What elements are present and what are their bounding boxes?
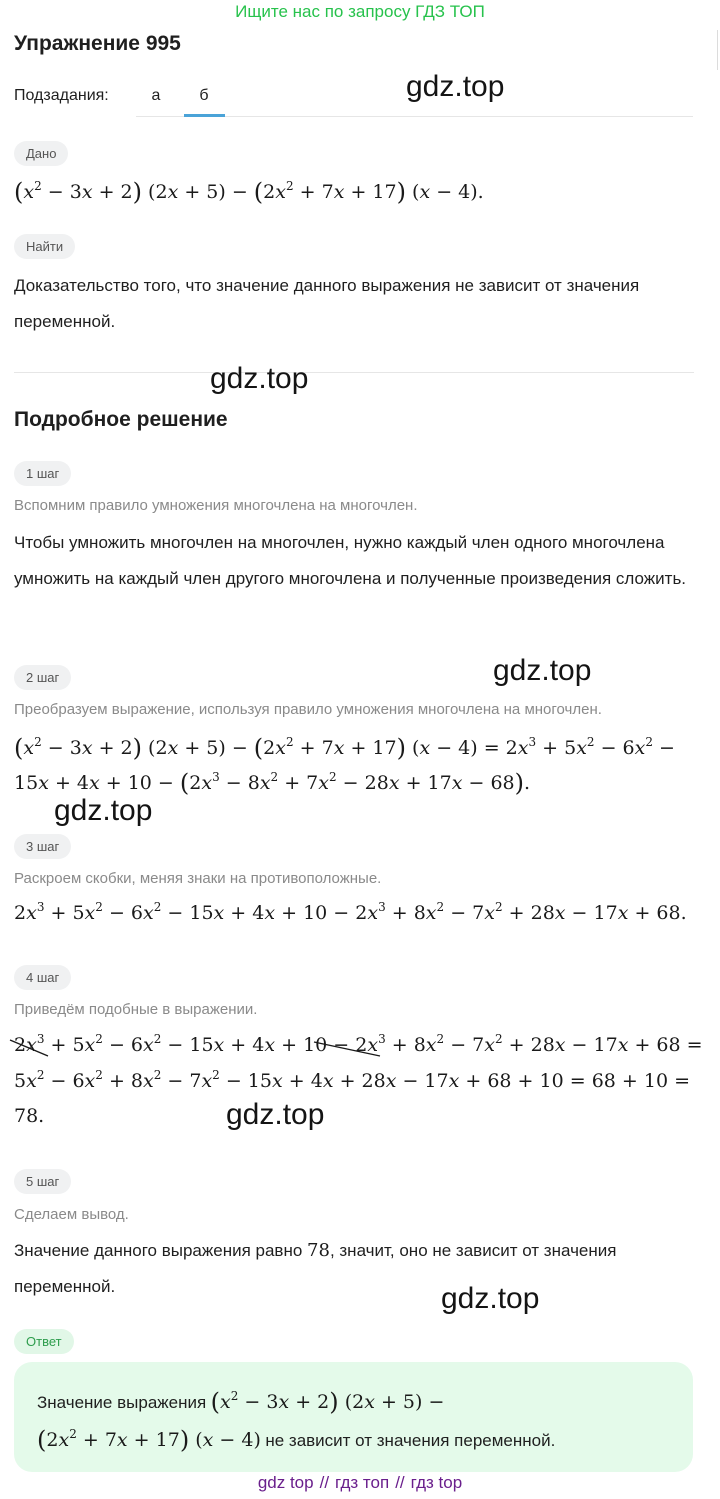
footer-separator: // <box>395 1473 405 1492</box>
tab-a[interactable]: а <box>151 87 161 104</box>
step5-value: 78 <box>307 1240 330 1261</box>
step-chip: 4 шаг <box>14 965 71 990</box>
footer-link-gdz-top-ru[interactable]: гдз топ <box>335 1473 390 1492</box>
step-hint: Преобразуем выражение, используя правило умножения многочлена на многочлен. <box>14 701 602 718</box>
scroll-edge <box>717 30 718 70</box>
given-expression: $(x^2 - 3x + 2) (2x + 5) - (2x^2 + 7x + 17) (x - 4)$. <box>14 178 484 206</box>
footer-link-gdz-top[interactable]: gdz top <box>257 1473 314 1492</box>
watermark: gdz.top <box>406 70 505 103</box>
answer-expression-part1: $(x^2 - 3x + 2) (2x + 5)$ − <box>210 1388 445 1416</box>
cancel-strike-marks <box>8 1032 388 1062</box>
step-chip: 5 шаг <box>14 1169 71 1194</box>
footer-separator: // <box>319 1473 330 1492</box>
step5-text-before: Значение данного выражения равно <box>14 1241 308 1260</box>
answer-line2 <box>37 1426 555 1454</box>
step3-expression: $2x^3 + 5x^2 - 6x^2 - 15x + 4x + 10 - 2x^3 + 8x^2 - 7x^2 + 28x - 17x + 68$. <box>14 900 687 924</box>
given-chip: Дано <box>14 141 68 166</box>
step4-expression-line1: $2x^3 + 5x^2 - 6x^2 - 15x + 4x + 10 - 2x^3 + 8x^2 - 7x^2 + 28x - 17x + 68$ = <box>14 1032 703 1056</box>
page-title: Упражнение 995 <box>14 32 181 55</box>
step2-expression-line2: $15x + 4x + 10 - (2x^3 - 8x^2 + 7x^2 - 28x + 17x - 68)$. <box>14 769 531 797</box>
find-text: Доказательство того, что значение данного выражения не зависит от значения переменной. <box>14 276 640 331</box>
active-tab-indicator <box>184 114 225 117</box>
step4-result: 78. <box>14 1105 45 1127</box>
step2-expression-line1: $(x^2 - 3x + 2) (2x + 5) - (2x^2 + 7x + 17) (x - 4) = 2x^3 + 5x^2 - 6x^2$ − <box>14 734 675 762</box>
answer-chip: Ответ <box>14 1329 74 1354</box>
answer-box <box>14 1362 693 1472</box>
step-hint: Вспомним правило умножения многочлена на многочлен. <box>14 497 418 514</box>
search-banner: Ищите нас по запросу ГДЗ ТОП <box>235 2 485 21</box>
watermark: gdz.top <box>226 1098 325 1131</box>
step-chip: 3 шаг <box>14 834 71 859</box>
step4-expression-line2: $5x^2 - 6x^2 + 8x^2 - 7x^2 - 15x + 4x + 28x - 17x + 68 + 10 = 68 + 10$ = <box>14 1068 691 1092</box>
tab-b[interactable]: б <box>199 87 209 104</box>
answer-suffix: не зависит от значения переменной. <box>265 1431 556 1450</box>
watermark: gdz.top <box>493 654 592 687</box>
footer-link-gdz-top-mixed[interactable]: гдз top <box>410 1473 463 1492</box>
step5-text <box>14 1233 704 1305</box>
step5-text-after: , значит, оно не зависит от значения переменной. <box>14 1241 617 1296</box>
step-hint: Раскроем скобки, меняя знаки на противоположные. <box>14 870 382 887</box>
step-text: Чтобы умножить многочлен на многочлен, нужно каждый член одного многочлена умножить на каждый член другого многочлена и полученные произведения сложить. <box>14 533 687 588</box>
solution-title: Подробное решение <box>14 408 228 431</box>
watermark: gdz.top <box>54 794 153 827</box>
step-chip: 2 шаг <box>14 665 71 690</box>
answer-prefix: Значение выражения <box>37 1393 207 1412</box>
find-chip: Найти <box>14 234 75 259</box>
step-chip: 1 шаг <box>14 461 71 486</box>
answer-expression-part2: $(2x^2 + 7x + 17) (x - 4)$ <box>37 1426 261 1454</box>
section-divider <box>14 372 694 373</box>
footer-links <box>0 1473 720 1493</box>
step-hint: Приведём подобные в выражении. <box>14 1001 258 1018</box>
answer-line1 <box>37 1388 444 1416</box>
step-hint: Сделаем вывод. <box>14 1206 129 1223</box>
subtasks-label: Подзадания: <box>14 87 109 104</box>
watermark: gdz.top <box>441 1282 540 1315</box>
watermark: gdz.top <box>210 362 309 395</box>
